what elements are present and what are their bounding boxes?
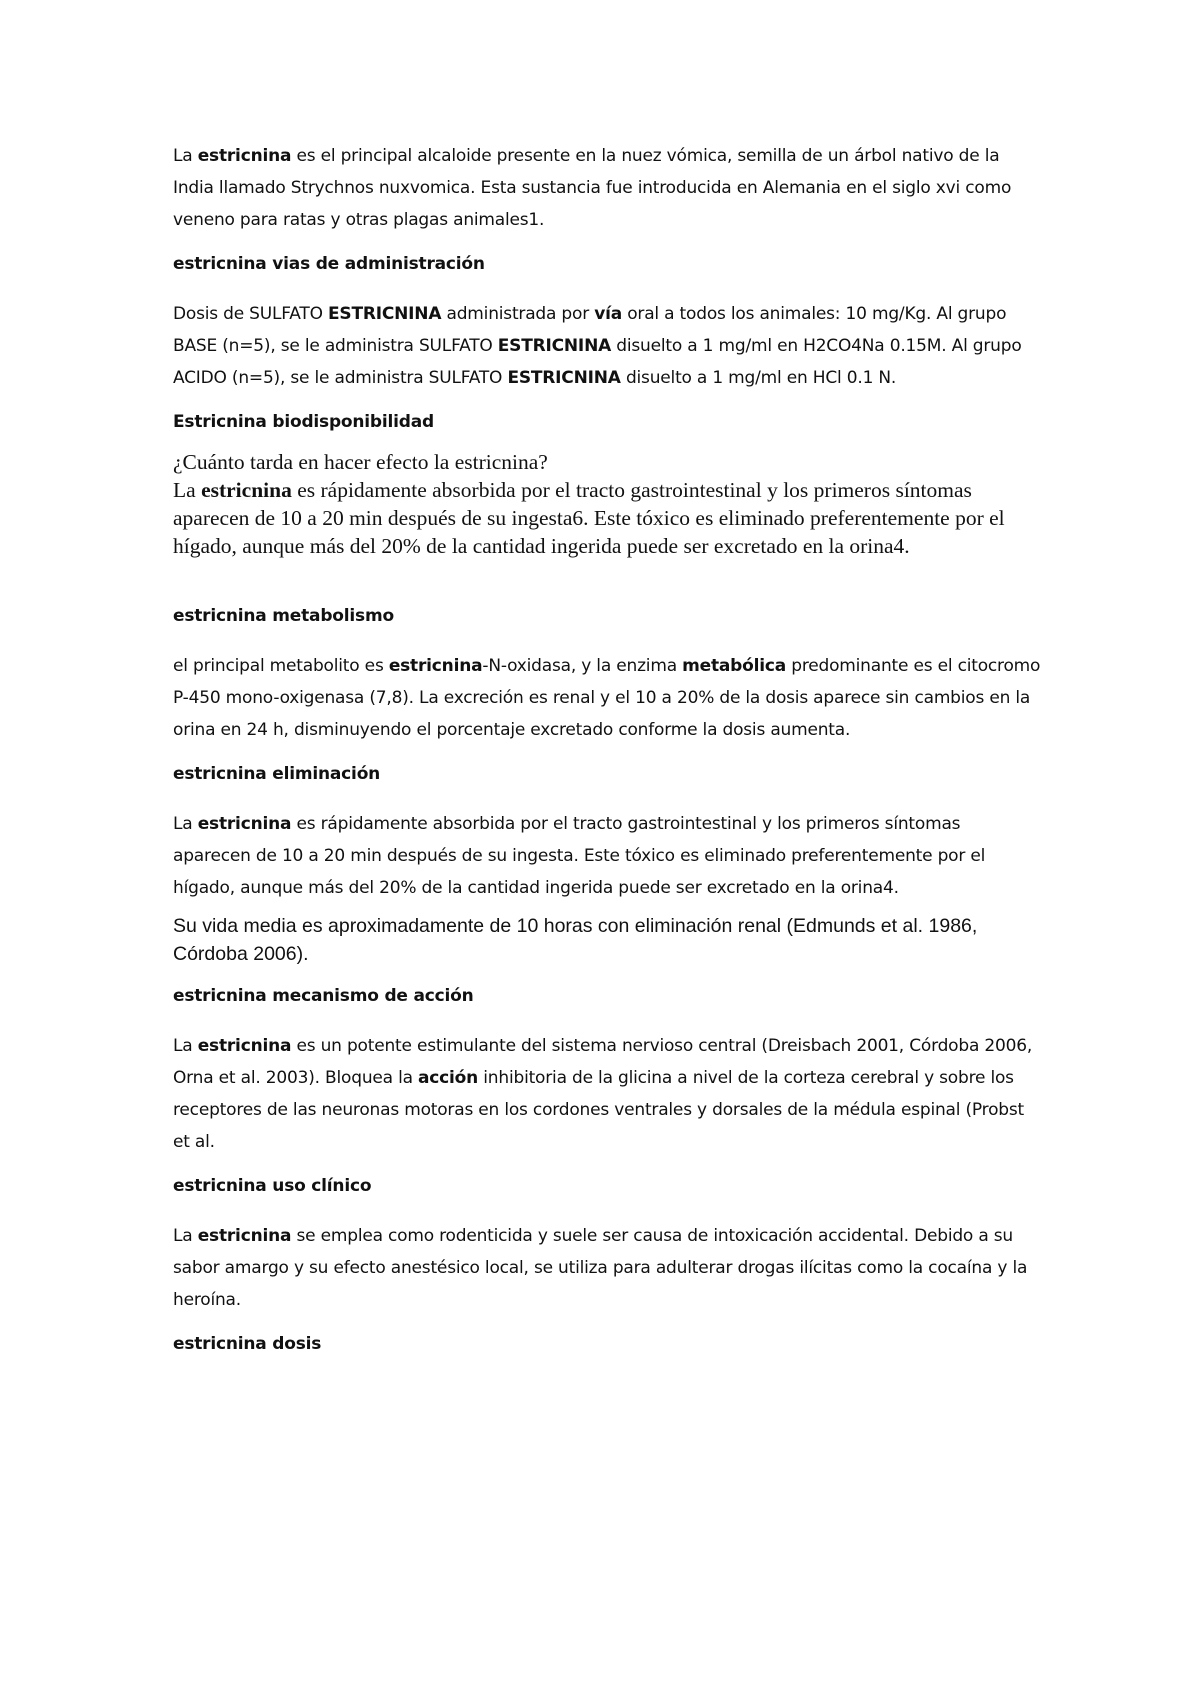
bio-bold-estricnina: estricnina	[201, 478, 292, 502]
heading-eliminacion: estricnina eliminación	[173, 764, 381, 784]
vias-paragraph	[173, 298, 1043, 394]
uso-paragraph	[173, 1220, 1043, 1316]
uso-text-2: se emplea como rodenticida y suele ser causa de intoxicación accidental. Debido a su sabor amargo y su efecto anestésico local, se utiliza para adulterar drogas ilícitas como la cocaína y la heroína.	[173, 1226, 1028, 1310]
bio-text-1: La	[173, 478, 202, 502]
heading-metabolismo: estricnina metabolismo	[173, 606, 394, 626]
elim-bold-estricnina: estricnina	[197, 814, 292, 834]
vias-text-5: disuelto a 1 mg/ml en HCl 0.1 N.	[620, 368, 897, 388]
meta-text-2: -N-oxidasa, y la enzima	[482, 656, 683, 676]
heading-vias: estricnina vias de administración	[173, 254, 485, 274]
vias-text-2: administrada por	[441, 304, 595, 324]
heading-dosis: estricnina dosis	[173, 1334, 322, 1354]
vias-bold-1: ESTRICNINA	[328, 304, 442, 324]
vias-text-1: Dosis de SULFATO	[173, 304, 328, 324]
vida-media-paragraph: Su vida media es aproximadamente de 10 horas con eliminación renal (Edmunds et al. 1986, Córdoba 2006).	[173, 915, 978, 965]
bio-text-2: es rápidamente absorbida por el tracto gastrointestinal y los primeros síntomas aparecen de 10 a 20 min después de su ingesta6. Este tóxico es eliminado preferentemente por el hígado, aunque más del 20% de la cantidad ingerida puede ser excretado en la orina4.	[173, 478, 1005, 558]
mec-bold-1: estricnina	[197, 1036, 292, 1056]
eliminacion-paragraph	[173, 808, 1043, 904]
metabolismo-paragraph	[173, 650, 1043, 746]
elim-text-2: es rápidamente absorbida por el tracto gastrointestinal y los primeros síntomas aparecen de 10 a 20 min después de su ingesta. Este tóxico es eliminado preferentemente por el hígado, aunque más del 20% de la cantidad ingerida puede ser excretado en la orina4.	[173, 814, 986, 898]
elim-text-1: La	[173, 814, 198, 834]
intro-paragraph	[173, 140, 1043, 236]
meta-text-3: predominante es el citocromo P-450 mono-oxigenasa (7,8). La excreción es renal y el 10 a 20% de la dosis aparece sin cambios en la orina en 24 h, disminuyendo el porcentaje excretado conforme la dosis aumenta.	[173, 656, 1041, 740]
intro-bold-estricnina: estricnina	[197, 146, 292, 166]
intro-text-1: La	[173, 146, 198, 166]
mec-text-1: La	[173, 1036, 198, 1056]
mecanismo-paragraph	[173, 1030, 1043, 1158]
vias-bold-4: ESTRICNINA	[507, 368, 621, 388]
mec-text-2: es un potente estimulante del sistema nervioso central (Dreisbach 2001, Córdoba 2006, Orna et al. 2003). Bloquea la	[173, 1036, 1033, 1088]
uso-text-1: La	[173, 1226, 198, 1246]
mec-bold-2: acción	[418, 1068, 479, 1088]
heading-mecanismo: estricnina mecanismo de acción	[173, 986, 474, 1006]
meta-bold-2: metabólica	[682, 656, 787, 676]
biodisponibilidad-question: ¿Cuánto tarda en hacer efecto la estricnina?	[173, 450, 548, 474]
meta-bold-1: estricnina	[388, 656, 483, 676]
meta-text-1: el principal metabolito es	[173, 656, 389, 676]
intro-text-2: es el principal alcaloide presente en la nuez vómica, semilla de un árbol nativo de la India llamado Strychnos nuxvomica. Esta sustancia fue introducida en Alemania en el siglo xvi como veneno para ratas y otras plagas animales1.	[173, 146, 1012, 230]
heading-biodisponibilidad: Estricnina biodisponibilidad	[173, 412, 434, 432]
biodisponibilidad-paragraph	[173, 476, 1043, 560]
heading-uso-clinico: estricnina uso clínico	[173, 1176, 372, 1196]
document-body	[173, 140, 1043, 1360]
vias-bold-3: ESTRICNINA	[497, 336, 612, 356]
mec-text-3: inhibitoria de la glicina a nivel de la corteza cerebral y sobre los receptores de las neuronas motoras en los cordones ventrales y dorsales de la médula espinal (Probst et al.	[173, 1068, 1025, 1152]
vias-text-4: disuelto a 1 mg/ml en H2CO4Na 0.15M. Al grupo ACIDO (n=5), se le administra SULFATO	[173, 336, 1022, 388]
uso-bold-estricnina: estricnina	[197, 1226, 292, 1246]
vias-bold-2: vía	[594, 304, 622, 324]
vias-text-3: oral a todos los animales: 10 mg/Kg. Al grupo BASE (n=5), se le administra SULFATO	[173, 304, 1007, 356]
